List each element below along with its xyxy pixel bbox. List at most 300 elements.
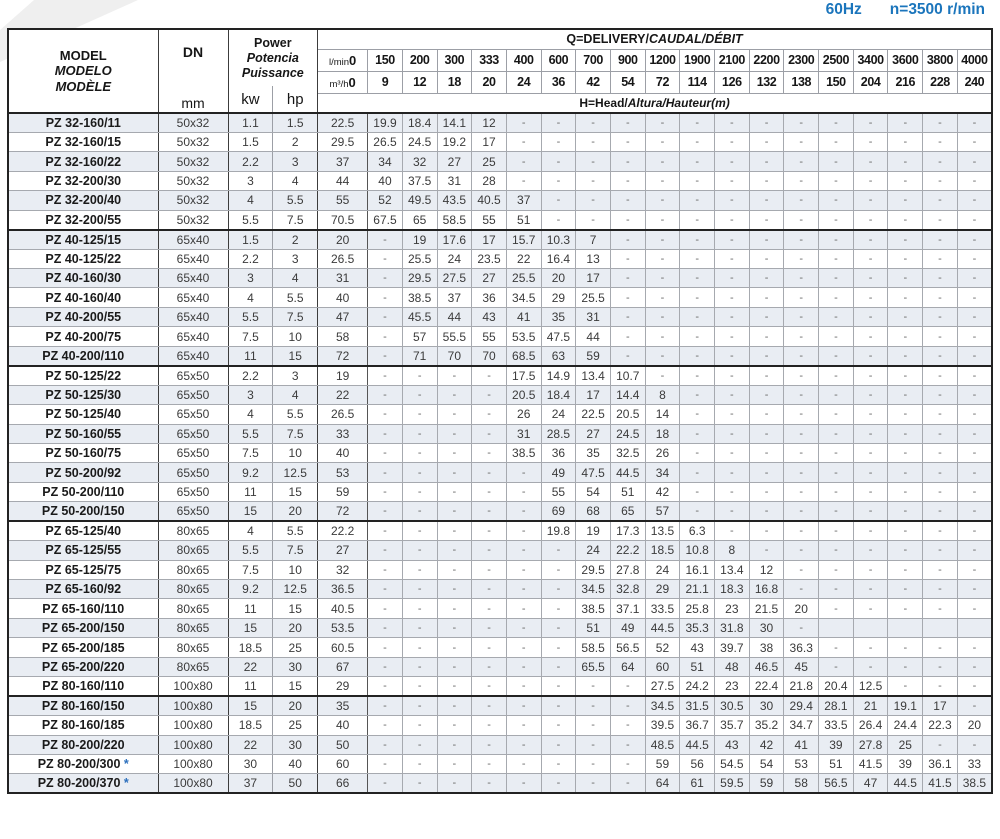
head-value-cell: 17.5	[506, 366, 541, 385]
head-value-cell: -	[680, 327, 715, 346]
head-value-cell: -	[680, 307, 715, 326]
head-value-cell: -	[506, 638, 541, 657]
head-value-cell: -	[923, 346, 958, 365]
head-value-cell: 23	[715, 599, 750, 618]
head-value-cell: -	[784, 307, 819, 326]
head-value-cell: -	[715, 366, 750, 385]
head-value-cell: -	[957, 366, 992, 385]
head-value-cell: -	[506, 152, 541, 171]
footnote-asterisk: *	[120, 776, 129, 791]
head-value-cell: 22	[506, 249, 541, 268]
head-value-cell: -	[576, 716, 611, 735]
head-value-cell: -	[749, 541, 784, 560]
head-value-cell: -	[888, 307, 923, 326]
head-value-cell: -	[541, 618, 576, 637]
head-value-cell: 28	[472, 171, 507, 190]
head-value-cell: -	[680, 482, 715, 501]
dn-column-header	[158, 29, 228, 113]
head-value-cell: 60	[645, 657, 680, 676]
head-value-cell: 54	[749, 754, 784, 773]
hp-cell: 20	[273, 696, 318, 715]
head-value-cell: 14	[645, 405, 680, 424]
table-row	[8, 191, 992, 210]
head-value-cell: 26.4	[853, 716, 888, 735]
head-value-cell: -	[784, 405, 819, 424]
head-value-cell: 22.4	[749, 677, 784, 696]
head-at-zero-cell: 53.5	[318, 618, 368, 637]
head-at-zero-cell: 19	[318, 366, 368, 385]
model-cell: PZ 80-160/110	[8, 677, 158, 696]
head-value-cell: -	[541, 735, 576, 754]
head-value-cell: 38.5	[957, 774, 992, 793]
model-cell: PZ 80-200/220	[8, 735, 158, 754]
head-value-cell: -	[784, 152, 819, 171]
kw-unit-label: kw	[241, 90, 260, 108]
table-row	[8, 269, 992, 288]
head-value-cell: -	[784, 230, 819, 249]
head-value-cell: -	[437, 443, 472, 462]
head-value-cell: 37.5	[402, 171, 437, 190]
head-value-cell: -	[888, 210, 923, 229]
dn-cell: 100x80	[158, 754, 228, 773]
head-value-cell: 38	[749, 638, 784, 657]
head-value-cell: -	[610, 307, 645, 326]
head-value-cell: 59	[645, 754, 680, 773]
kw-cell: 2.2	[228, 152, 273, 171]
dn-cell: 50x32	[158, 132, 228, 151]
head-value-cell: -	[472, 638, 507, 657]
table-row	[8, 774, 992, 793]
head-value-cell: -	[853, 599, 888, 618]
head-value-cell: 49	[610, 618, 645, 637]
kw-cell: 11	[228, 346, 273, 365]
model-cell: PZ 50-200/92	[8, 463, 158, 482]
dn-cell: 65x40	[158, 307, 228, 326]
head-value-cell: -	[506, 716, 541, 735]
head-value-cell: 46.5	[749, 657, 784, 676]
head-value-cell: -	[749, 210, 784, 229]
table-row	[8, 132, 992, 151]
model-label-es: MODELO	[54, 63, 112, 79]
head-value-cell: -	[402, 502, 437, 521]
dn-cell: 50x32	[158, 171, 228, 190]
head-value-cell: -	[680, 502, 715, 521]
m3h-unit-label: m³/h	[329, 78, 349, 90]
q-m3h-header: 150	[819, 71, 854, 93]
head-value-cell: -	[923, 657, 958, 676]
head-value-cell: -	[749, 424, 784, 443]
head-value-cell: -	[784, 366, 819, 385]
head-at-zero-cell: 67	[318, 657, 368, 676]
hp-cell: 25	[273, 716, 318, 735]
head-value-cell: -	[715, 269, 750, 288]
head-value-cell: 17	[472, 132, 507, 151]
table-row	[8, 171, 992, 190]
kw-cell: 15	[228, 502, 273, 521]
hp-cell: 15	[273, 346, 318, 365]
kw-cell: 9.2	[228, 463, 273, 482]
head-value-cell: -	[472, 560, 507, 579]
head-value-cell: 28.1	[819, 696, 854, 715]
head-value-cell: -	[715, 191, 750, 210]
head-value-cell: 36.7	[680, 716, 715, 735]
head-at-zero-cell: 22	[318, 385, 368, 404]
model-cell: PZ 50-125/40	[8, 405, 158, 424]
head-value-cell: -	[368, 696, 403, 715]
head-value-cell: -	[541, 152, 576, 171]
head-value-cell: -	[923, 560, 958, 579]
head-value-cell: -	[784, 618, 819, 637]
head-value-cell: 47.5	[541, 327, 576, 346]
head-value-cell: 36.1	[923, 754, 958, 773]
head-value-cell: 23.5	[472, 249, 507, 268]
head-value-cell: -	[853, 580, 888, 599]
head-value-cell: 35.3	[680, 618, 715, 637]
head-value-cell: -	[784, 541, 819, 560]
head-value-cell: -	[715, 405, 750, 424]
q-lmin-header: 2300	[784, 49, 819, 71]
head-at-zero-cell: 60.5	[318, 638, 368, 657]
head-value-cell: -	[819, 366, 854, 385]
head-at-zero-cell: 26.5	[318, 405, 368, 424]
kw-cell: 18.5	[228, 716, 273, 735]
q-lmin-header: 3400	[853, 49, 888, 71]
head-value-cell: 25.5	[576, 288, 611, 307]
table-row	[8, 443, 992, 462]
head-value-cell: -	[819, 521, 854, 540]
dn-cell: 65x50	[158, 482, 228, 501]
head-value-cell: 18.5	[645, 541, 680, 560]
model-cell: PZ 40-160/40	[8, 288, 158, 307]
head-value-cell: -	[923, 191, 958, 210]
head-value-cell: 14.1	[437, 113, 472, 132]
head-value-cell: -	[853, 502, 888, 521]
head-at-zero-cell: 37	[318, 152, 368, 171]
head-value-cell: -	[784, 502, 819, 521]
head-value-cell: 51	[610, 482, 645, 501]
head-value-cell: -	[506, 502, 541, 521]
head-value-cell: 27.8	[610, 560, 645, 579]
head-value-cell: -	[715, 171, 750, 190]
head-value-cell: -	[923, 677, 958, 696]
dn-cell: 100x80	[158, 735, 228, 754]
head-value-cell: -	[715, 288, 750, 307]
head-value-cell: -	[819, 405, 854, 424]
hp-cell: 20	[273, 502, 318, 521]
head-value-cell: -	[645, 366, 680, 385]
head-value-cell: 19.9	[368, 113, 403, 132]
head-value-cell: 33.5	[645, 599, 680, 618]
head-value-cell: -	[368, 307, 403, 326]
head-value-cell: 10.8	[680, 541, 715, 560]
head-value-cell: -	[853, 521, 888, 540]
head-value-cell: 31.8	[715, 618, 750, 637]
head-value-cell: -	[888, 366, 923, 385]
hp-cell: 5.5	[273, 288, 318, 307]
head-value-cell: -	[715, 210, 750, 229]
q-m3h-header: 228	[923, 71, 958, 93]
head-value-cell: -	[853, 269, 888, 288]
head-value-cell: -	[472, 443, 507, 462]
head-value-cell: -	[853, 307, 888, 326]
head-value-cell: 35	[541, 307, 576, 326]
head-value-cell: -	[680, 366, 715, 385]
head-value-cell: -	[853, 385, 888, 404]
head-value-cell: 59.5	[715, 774, 750, 793]
head-value-cell: -	[749, 152, 784, 171]
head-value-cell: -	[819, 346, 854, 365]
model-cell: PZ 32-160/11	[8, 113, 158, 132]
hp-cell: 20	[273, 618, 318, 637]
head-value-cell: 27	[472, 269, 507, 288]
head-value-cell: 44	[437, 307, 472, 326]
model-cell: PZ 65-160/110	[8, 599, 158, 618]
head-value-cell: -	[506, 677, 541, 696]
head-value-cell: -	[437, 735, 472, 754]
kw-cell: 3	[228, 269, 273, 288]
head-value-cell: -	[680, 385, 715, 404]
head-value-cell: -	[888, 249, 923, 268]
head-value-cell: -	[957, 424, 992, 443]
hp-cell: 12.5	[273, 580, 318, 599]
head-at-zero-cell: 26.5	[318, 249, 368, 268]
dn-cell: 65x50	[158, 385, 228, 404]
head-value-cell: -	[368, 288, 403, 307]
head-value-cell: -	[541, 210, 576, 229]
q-m3h-header: 138	[784, 71, 819, 93]
head-value-cell: -	[368, 754, 403, 773]
head-value-cell: 34.5	[576, 580, 611, 599]
hp-cell: 10	[273, 327, 318, 346]
head-value-cell: 64	[610, 657, 645, 676]
head-value-cell: -	[957, 405, 992, 424]
head-value-cell: -	[645, 191, 680, 210]
kw-cell: 1.5	[228, 230, 273, 249]
head-value-cell: 29.4	[784, 696, 819, 715]
head-value-cell: 29.5	[576, 560, 611, 579]
head-value-cell: 16.1	[680, 560, 715, 579]
head-value-cell: 20.4	[819, 677, 854, 696]
head-value-cell: -	[715, 307, 750, 326]
head-value-cell: -	[784, 560, 819, 579]
head-value-cell: 56.5	[819, 774, 854, 793]
head-value-cell: -	[888, 482, 923, 501]
head-value-cell: 16.4	[541, 249, 576, 268]
head-value-cell: 67.5	[368, 210, 403, 229]
dn-cell: 50x32	[158, 152, 228, 171]
hp-cell: 7.5	[273, 307, 318, 326]
table-row	[8, 482, 992, 501]
head-value-cell: -	[853, 482, 888, 501]
table-row	[8, 327, 992, 346]
head-value-cell: -	[437, 541, 472, 560]
head-value-cell: -	[923, 463, 958, 482]
head-at-zero-cell: 53	[318, 463, 368, 482]
kw-cell: 11	[228, 677, 273, 696]
head-value-cell: -	[472, 754, 507, 773]
dn-cell: 65x40	[158, 269, 228, 288]
head-value-cell: -	[853, 113, 888, 132]
model-cell: PZ 65-125/40	[8, 521, 158, 540]
head-value-cell: -	[402, 521, 437, 540]
table-row	[8, 210, 992, 229]
q-lmin-header: 1200	[645, 49, 680, 71]
hp-cell: 30	[273, 735, 318, 754]
head-value-cell: 19	[576, 521, 611, 540]
head-value-cell: 68	[576, 502, 611, 521]
head-value-cell: 27	[576, 424, 611, 443]
head-value-cell: 12.5	[853, 677, 888, 696]
kw-cell: 11	[228, 482, 273, 501]
hp-cell: 30	[273, 657, 318, 676]
head-value-cell: 51	[680, 657, 715, 676]
q-lmin-header: 200	[402, 49, 437, 71]
q-m3h-header: 9	[368, 71, 403, 93]
speed-label: n=3500 r/min	[889, 1, 985, 18]
q-m3h-header: 132	[749, 71, 784, 93]
head-value-cell: -	[680, 346, 715, 365]
head-value-cell: -	[819, 385, 854, 404]
head-value-cell: -	[576, 210, 611, 229]
head-value-cell: -	[506, 463, 541, 482]
head-value-cell: 8	[715, 541, 750, 560]
model-column-header	[8, 29, 158, 113]
dn-cell: 80x65	[158, 638, 228, 657]
head-value-cell: -	[957, 171, 992, 190]
head-value-cell: -	[472, 541, 507, 560]
head-value-cell: -	[957, 502, 992, 521]
head-value-cell: -	[819, 482, 854, 501]
head-value-cell: -	[853, 541, 888, 560]
head-value-cell: -	[472, 405, 507, 424]
model-cell: PZ 50-125/22	[8, 366, 158, 385]
head-value-cell: -	[680, 210, 715, 229]
head-value-cell: -	[645, 113, 680, 132]
head-value-cell: -	[715, 385, 750, 404]
head-value-cell: -	[853, 171, 888, 190]
dn-cell: 50x32	[158, 210, 228, 229]
head-value-cell: 6.3	[680, 521, 715, 540]
head-value-cell: -	[610, 677, 645, 696]
dn-cell: 80x65	[158, 657, 228, 676]
model-cell: PZ 40-160/30	[8, 269, 158, 288]
head-value-cell: -	[368, 366, 403, 385]
head-value-cell: -	[853, 657, 888, 676]
head-value-cell: -	[368, 774, 403, 793]
dn-cell: 65x50	[158, 405, 228, 424]
head-value-cell: -	[784, 385, 819, 404]
head-at-zero-cell: 50	[318, 735, 368, 754]
head-value-cell: -	[957, 269, 992, 288]
head-value-cell: -	[923, 307, 958, 326]
head-value-cell: -	[610, 171, 645, 190]
head-value-cell: -	[819, 443, 854, 462]
head-value-cell: -	[853, 346, 888, 365]
head-value-cell: -	[853, 288, 888, 307]
head-value-cell: -	[957, 152, 992, 171]
head-value-cell: -	[749, 366, 784, 385]
head-value-cell: -	[819, 113, 854, 132]
head-value-cell: 49	[541, 463, 576, 482]
head-value-cell: -	[576, 132, 611, 151]
head-value-cell: 57	[402, 327, 437, 346]
head-value-cell: 22.3	[923, 716, 958, 735]
head-value-cell: 24.5	[610, 424, 645, 443]
head-value-cell: -	[819, 210, 854, 229]
head-value-cell: 39.5	[645, 716, 680, 735]
head-value-cell: -	[541, 716, 576, 735]
head-value-cell: 19.8	[541, 521, 576, 540]
head-value-cell: -	[368, 599, 403, 618]
head-value-cell: -	[784, 191, 819, 210]
head-at-zero-cell: 32	[318, 560, 368, 579]
head-value-cell: -	[923, 152, 958, 171]
head-at-zero-cell: 31	[318, 269, 368, 288]
operating-conditions	[826, 1, 985, 19]
head-value-cell: -	[576, 774, 611, 793]
head-value-cell: -	[923, 249, 958, 268]
head-value-cell: -	[819, 424, 854, 443]
kw-cell: 5.5	[228, 210, 273, 229]
head-value-cell: 70	[437, 346, 472, 365]
head-value-cell: -	[506, 580, 541, 599]
head-value-cell: -	[645, 307, 680, 326]
q-lmin-header: 600	[541, 49, 576, 71]
head-value-cell: -	[923, 521, 958, 540]
q-lmin-header: 3800	[923, 49, 958, 71]
head-value-cell: 18.4	[402, 113, 437, 132]
head-at-zero-cell: 22.5	[318, 113, 368, 132]
kw-cell: 11	[228, 599, 273, 618]
head-at-zero-cell: 35	[318, 696, 368, 715]
head-value-cell: 14.4	[610, 385, 645, 404]
head-value-cell: 42	[645, 482, 680, 501]
head-value-cell: -	[472, 366, 507, 385]
head-at-zero-cell: 29.5	[318, 132, 368, 151]
head-value-cell: -	[888, 560, 923, 579]
head-value-cell: -	[610, 230, 645, 249]
head-value-cell: -	[715, 424, 750, 443]
head-value-cell: -	[506, 657, 541, 676]
dn-cell: 65x40	[158, 288, 228, 307]
hp-cell: 4	[273, 269, 318, 288]
hp-cell: 3	[273, 249, 318, 268]
head-value-cell: -	[437, 774, 472, 793]
head-value-cell: -	[506, 541, 541, 560]
head-value-cell: -	[610, 754, 645, 773]
head-value-cell: -	[819, 638, 854, 657]
head-value-cell: 14.9	[541, 366, 576, 385]
head-value-cell: 24	[576, 541, 611, 560]
head-value-cell: 52	[368, 191, 403, 210]
head-value-cell: -	[472, 599, 507, 618]
head-value-cell: -	[888, 541, 923, 560]
head-value-cell: -	[923, 132, 958, 151]
head-value-cell: 41.5	[853, 754, 888, 773]
head-value-cell: -	[853, 327, 888, 346]
table-row	[8, 502, 992, 521]
head-value-cell: 12	[749, 560, 784, 579]
head-value-cell: -	[506, 774, 541, 793]
head-value-cell: 44.5	[610, 463, 645, 482]
head-value-cell: 29.5	[402, 269, 437, 288]
head-value-cell: -	[749, 269, 784, 288]
head-value-cell: -	[472, 696, 507, 715]
head-value-cell: 13.5	[645, 521, 680, 540]
q-m3h-header: 54	[610, 71, 645, 93]
model-label-fr: MODÈLE	[55, 78, 112, 94]
model-cell: PZ 50-160/75	[8, 443, 158, 462]
